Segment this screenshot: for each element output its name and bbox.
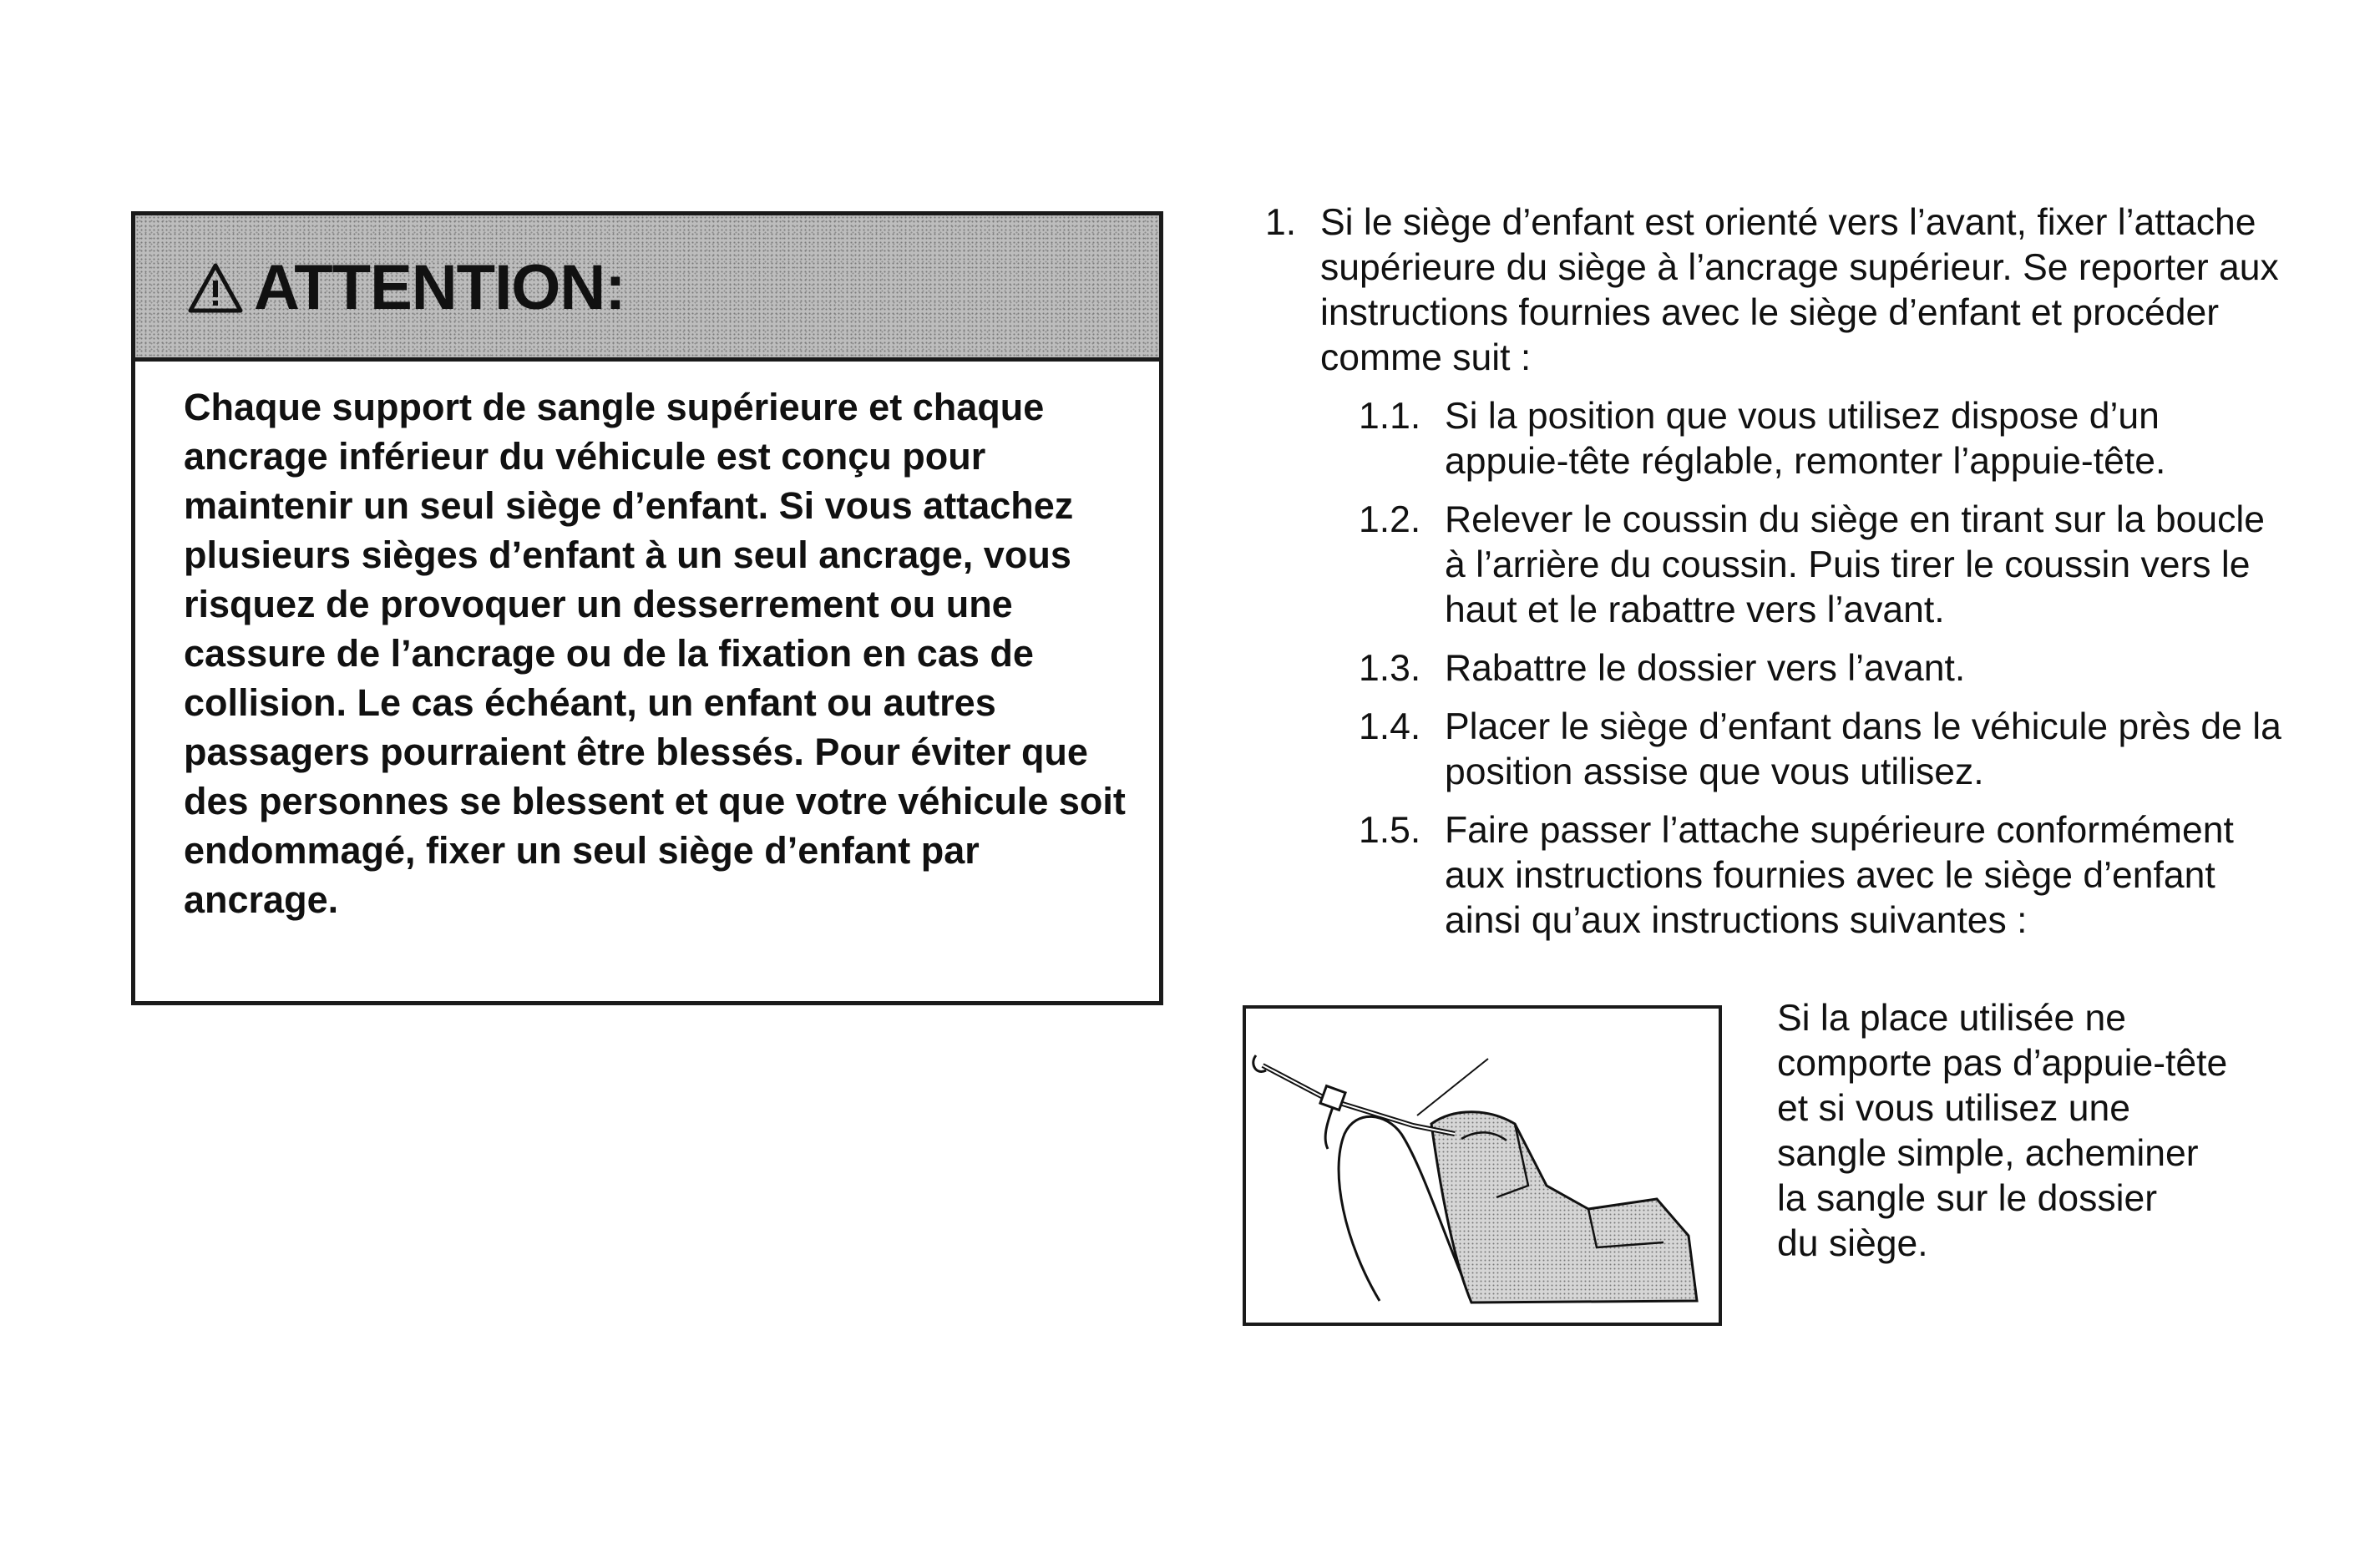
substep-number: 1.4. bbox=[1359, 706, 1421, 747]
substep-number: 1.3. bbox=[1359, 648, 1421, 689]
warning-text: Chaque support de sangle supérieure et chaque ancrage inférieur du véhicule est conçu pour maintenir un seul siège d’enfant. Si vous attachez plusieurs sièges d’enfant à un seul ancrage, vous risquez de provoquer un desserrement ou une cassure de l’ancrage ou de la fixation en cas de collision. Le cas échéant, un enfant ou autres passagers pourraient être blessés. Pour éviter que des personnes se blessent et que votre véhicule soit endommagé, fixer un seul siège d’enfant par ancrage. bbox=[184, 386, 1126, 921]
substep-text: Relever le coussin du siège en tirant sur la boucle à l’arrière du coussin. Puis tirer le coussin vers le haut et le rabattre vers l’avant. bbox=[1445, 499, 2266, 630]
substep-number: 1.1. bbox=[1359, 396, 1421, 437]
instructions bbox=[1265, 200, 2284, 943]
substep-1-1 bbox=[1265, 394, 2284, 484]
substep-text: Si la position que vous utilisez dispose d’un appuie-tête réglable, remonter l’appuie-tête. bbox=[1445, 396, 2166, 482]
warning-box bbox=[131, 211, 1163, 1005]
substep-1-5 bbox=[1265, 808, 2284, 943]
substep-text: Faire passer l’attache supérieure conformément aux instructions fournies avec le siège d’enfant ainsi qu’aux instructions suivantes : bbox=[1445, 810, 2234, 941]
warning-title: ATTENTION: bbox=[254, 252, 625, 323]
step-text: Si le siège d’enfant est orienté vers l’avant, fixer l’attache supérieure du siège à l’ancrage supérieur. Se reporter aux instructions fournies avec le siège d’enfant et procéder comme suit : bbox=[1320, 202, 2279, 378]
warning-triangle-icon bbox=[187, 262, 244, 314]
step-number: 1. bbox=[1265, 202, 1297, 243]
seat-tether-illustration bbox=[1243, 1005, 1722, 1326]
child-seat-tether-drawing bbox=[1246, 1009, 1719, 1323]
figure-caption: Si la place utilisée ne comporte pas d’appuie-tête et si vous utilisez une sangle simple, acheminer la sangle sur le dossier du siège. bbox=[1777, 998, 2228, 1264]
substep-text: Rabattre le dossier vers l’avant. bbox=[1445, 648, 1966, 689]
substep-1-2 bbox=[1265, 498, 2284, 633]
warning-header bbox=[135, 215, 1159, 362]
warning-title-row bbox=[187, 251, 625, 324]
substep-number: 1.5. bbox=[1359, 810, 1421, 851]
substep-number: 1.2. bbox=[1359, 499, 1421, 540]
step-1 bbox=[1265, 200, 2284, 381]
substep-1-4 bbox=[1265, 705, 2284, 795]
substep-text: Placer le siège d’enfant dans le véhicule près de la position assise que vous utilisez. bbox=[1445, 706, 2281, 792]
substep-1-3 bbox=[1265, 646, 2284, 691]
